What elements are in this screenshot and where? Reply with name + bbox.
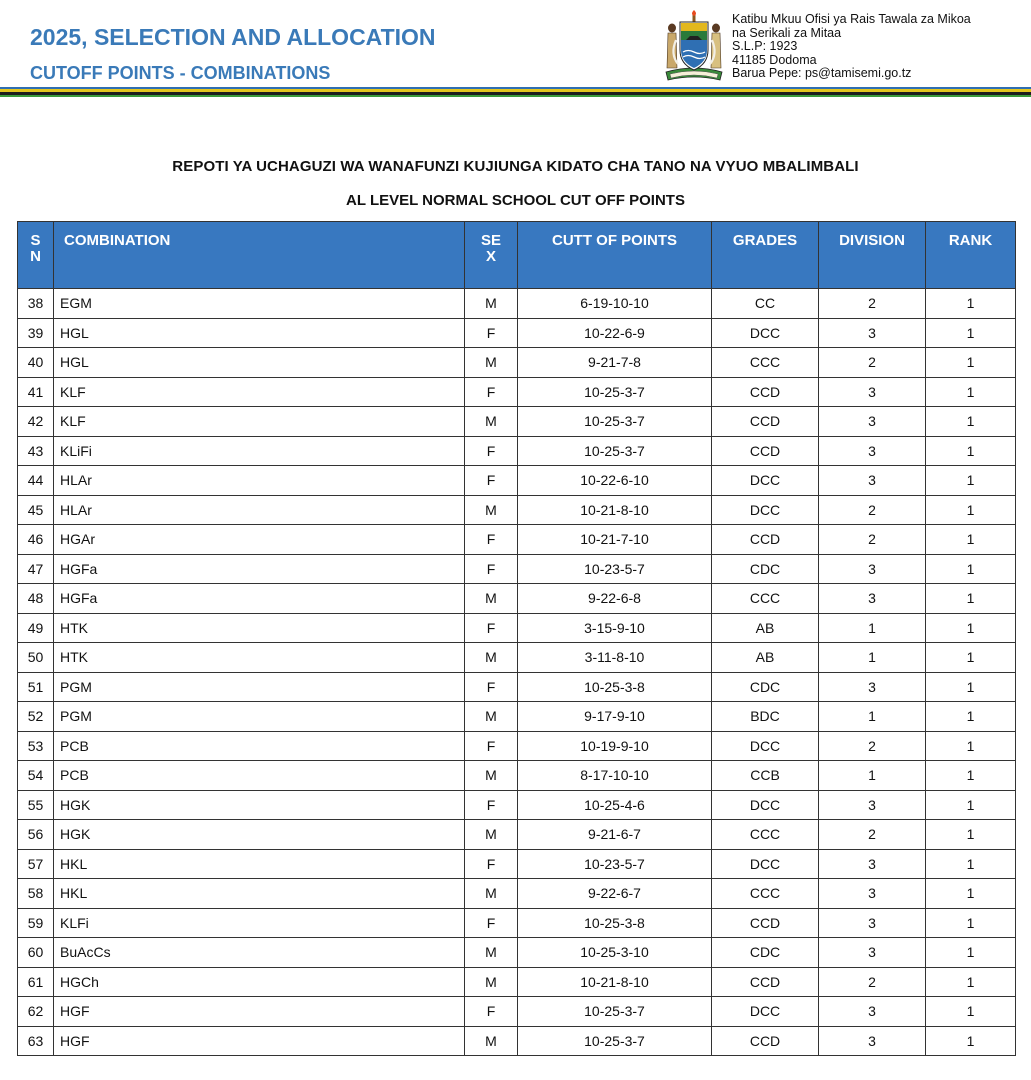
cell-combination: HKL — [54, 849, 465, 879]
cell-grades: CCD — [712, 967, 819, 997]
cell-sex: F — [465, 436, 518, 466]
cell-division: 1 — [819, 613, 926, 643]
table-row — [18, 731, 1016, 761]
cell-sn: 53 — [18, 731, 54, 761]
cell-sex: F — [465, 908, 518, 938]
page-subtitle: CUTOFF POINTS - COMBINATIONS — [30, 63, 331, 83]
cell-rank: 1 — [926, 554, 1016, 584]
cell-division: 3 — [819, 554, 926, 584]
table-row — [18, 554, 1016, 584]
office-email: Barua Pepe: ps@tamisemi.go.tz — [732, 66, 912, 81]
cell-points: 10-21-7-10 — [518, 525, 712, 555]
cell-sex: M — [465, 967, 518, 997]
cell-sn: 55 — [18, 790, 54, 820]
cell-division: 3 — [819, 908, 926, 938]
cell-sex: M — [465, 938, 518, 968]
cell-sn: 54 — [18, 761, 54, 791]
cell-division: 3 — [819, 879, 926, 909]
cell-points: 9-22-6-8 — [518, 584, 712, 614]
cell-points: 9-17-9-10 — [518, 702, 712, 732]
column-header-sex-line2: X — [485, 248, 496, 265]
cell-combination: HGAr — [54, 525, 465, 555]
cell-grades: CCD — [712, 407, 819, 437]
cell-points: 10-21-8-10 — [518, 967, 712, 997]
cell-points: 10-22-6-10 — [518, 466, 712, 496]
cell-rank: 1 — [926, 436, 1016, 466]
column-header-sn-line1: S — [30, 232, 41, 249]
table-row — [18, 643, 1016, 673]
column-header-division: DIVISION — [819, 222, 926, 289]
cell-grades: CDC — [712, 938, 819, 968]
cell-points: 10-25-3-7 — [518, 407, 712, 437]
cell-sex: M — [465, 643, 518, 673]
cell-sn: 62 — [18, 997, 54, 1027]
cell-sn: 49 — [18, 613, 54, 643]
cell-rank: 1 — [926, 348, 1016, 378]
cell-combination: HGFa — [54, 554, 465, 584]
cell-points: 10-25-3-8 — [518, 672, 712, 702]
cell-combination: HGFa — [54, 584, 465, 614]
cell-combination: HGF — [54, 1026, 465, 1056]
table-row — [18, 407, 1016, 437]
cell-division: 3 — [819, 318, 926, 348]
cell-sn: 61 — [18, 967, 54, 997]
cell-rank: 1 — [926, 702, 1016, 732]
cell-grades: CCC — [712, 820, 819, 850]
table-row — [18, 436, 1016, 466]
cell-division: 2 — [819, 289, 926, 319]
cell-combination: PCB — [54, 761, 465, 791]
table-row — [18, 967, 1016, 997]
table-body — [18, 289, 1016, 1056]
cell-points: 10-22-6-9 — [518, 318, 712, 348]
cell-sex: M — [465, 702, 518, 732]
cell-division: 2 — [819, 820, 926, 850]
cell-grades: CCC — [712, 348, 819, 378]
cell-combination: EGM — [54, 289, 465, 319]
cell-sex: M — [465, 820, 518, 850]
cell-combination: HGL — [54, 348, 465, 378]
cell-sex: M — [465, 289, 518, 319]
cell-rank: 1 — [926, 643, 1016, 673]
cell-combination: PGM — [54, 672, 465, 702]
cell-sn: 39 — [18, 318, 54, 348]
cell-division: 3 — [819, 938, 926, 968]
cell-rank: 1 — [926, 466, 1016, 496]
cutoff-table — [17, 221, 1016, 1056]
cell-points: 9-22-6-7 — [518, 879, 712, 909]
cell-combination: HTK — [54, 643, 465, 673]
table-row — [18, 584, 1016, 614]
table-row — [18, 1026, 1016, 1056]
cell-grades: DCC — [712, 849, 819, 879]
cell-rank: 1 — [926, 731, 1016, 761]
cell-sex: M — [465, 584, 518, 614]
cell-division: 1 — [819, 702, 926, 732]
cell-combination: KLF — [54, 407, 465, 437]
cell-rank: 1 — [926, 820, 1016, 850]
cell-division: 2 — [819, 495, 926, 525]
cell-grades: CCD — [712, 525, 819, 555]
table-row — [18, 820, 1016, 850]
cell-combination: KLF — [54, 377, 465, 407]
cell-grades: CDC — [712, 554, 819, 584]
cell-sex: M — [465, 879, 518, 909]
column-header-sex — [465, 222, 518, 289]
report-subtitle: AL LEVEL NORMAL SCHOOL CUT OFF POINTS — [346, 192, 685, 209]
cell-division: 2 — [819, 967, 926, 997]
cell-rank: 1 — [926, 879, 1016, 909]
column-header-grades: GRADES — [712, 222, 819, 289]
cell-combination: KLiFi — [54, 436, 465, 466]
cell-sn: 47 — [18, 554, 54, 584]
table-row — [18, 495, 1016, 525]
cell-division: 3 — [819, 1026, 926, 1056]
table-row — [18, 613, 1016, 643]
cell-points: 10-23-5-7 — [518, 849, 712, 879]
cell-grades: CCC — [712, 584, 819, 614]
column-header-rank: RANK — [926, 222, 1016, 289]
table-row — [18, 348, 1016, 378]
table-row — [18, 466, 1016, 496]
cell-sex: M — [465, 348, 518, 378]
cell-sn: 57 — [18, 849, 54, 879]
cell-grades: CCC — [712, 879, 819, 909]
cell-grades: BDC — [712, 702, 819, 732]
cell-rank: 1 — [926, 289, 1016, 319]
cell-rank: 1 — [926, 967, 1016, 997]
cell-division: 2 — [819, 525, 926, 555]
cell-division: 1 — [819, 761, 926, 791]
cell-sn: 46 — [18, 525, 54, 555]
cell-sn: 40 — [18, 348, 54, 378]
office-name-cont: na Serikali za Mitaa — [732, 25, 842, 40]
table-row — [18, 938, 1016, 968]
cell-division: 3 — [819, 849, 926, 879]
cell-points: 10-25-3-7 — [518, 377, 712, 407]
cell-sn: 63 — [18, 1026, 54, 1056]
cell-rank: 1 — [926, 613, 1016, 643]
cell-rank: 1 — [926, 1026, 1016, 1056]
cell-division: 3 — [819, 377, 926, 407]
column-header-sn-line2: N — [30, 248, 41, 265]
cell-combination: HTK — [54, 613, 465, 643]
cell-division: 3 — [819, 997, 926, 1027]
table-row — [18, 702, 1016, 732]
office-po-box: S.L.P: 1923 — [732, 39, 798, 54]
cell-grades: CCD — [712, 436, 819, 466]
cell-rank: 1 — [926, 377, 1016, 407]
cell-points: 10-25-3-7 — [518, 436, 712, 466]
cell-rank: 1 — [926, 761, 1016, 791]
cell-division: 3 — [819, 436, 926, 466]
cell-sex: F — [465, 997, 518, 1027]
cell-grades: DCC — [712, 997, 819, 1027]
cell-sn: 58 — [18, 879, 54, 909]
cell-sex: F — [465, 318, 518, 348]
cell-combination: HGL — [54, 318, 465, 348]
cell-points: 8-17-10-10 — [518, 761, 712, 791]
cell-rank: 1 — [926, 672, 1016, 702]
table-row — [18, 879, 1016, 909]
cell-points: 10-25-3-7 — [518, 997, 712, 1027]
table-row — [18, 289, 1016, 319]
cell-rank: 1 — [926, 997, 1016, 1027]
cell-combination: PGM — [54, 702, 465, 732]
table-row — [18, 997, 1016, 1027]
cell-sex: F — [465, 731, 518, 761]
cell-division: 2 — [819, 731, 926, 761]
page-title: 2025, SELECTION AND ALLOCATION — [30, 24, 436, 50]
table-row — [18, 849, 1016, 879]
cell-sn: 52 — [18, 702, 54, 732]
cell-grades: CCD — [712, 377, 819, 407]
column-header-combination: COMBINATION — [54, 222, 465, 289]
cell-rank: 1 — [926, 318, 1016, 348]
cell-combination: BuAcCs — [54, 938, 465, 968]
cell-points: 10-25-3-8 — [518, 908, 712, 938]
header-stripe-green — [0, 95, 1031, 97]
cell-grades: DCC — [712, 495, 819, 525]
cell-points: 10-19-9-10 — [518, 731, 712, 761]
cell-combination: HGF — [54, 997, 465, 1027]
cell-points: 9-21-7-8 — [518, 348, 712, 378]
cell-rank: 1 — [926, 849, 1016, 879]
report-title: REPOTI YA UCHAGUZI WA WANAFUNZI KUJIUNGA KIDATO CHA TANO NA VYUO MBALIMBALI — [172, 158, 859, 175]
office-name: Katibu Mkuu Ofisi ya Rais Tawala za Mikoa — [732, 12, 971, 26]
table-row — [18, 908, 1016, 938]
table-row — [18, 377, 1016, 407]
cell-division: 2 — [819, 348, 926, 378]
cell-sn: 45 — [18, 495, 54, 525]
cell-combination: HGK — [54, 820, 465, 850]
cell-sn: 56 — [18, 820, 54, 850]
cell-division: 1 — [819, 643, 926, 673]
cell-points: 10-25-4-6 — [518, 790, 712, 820]
cell-combination: HGK — [54, 790, 465, 820]
column-header-sn — [18, 222, 54, 289]
cell-combination: HLAr — [54, 466, 465, 496]
cell-points: 10-25-3-10 — [518, 938, 712, 968]
cell-sex: F — [465, 377, 518, 407]
cell-sex: M — [465, 1026, 518, 1056]
cell-sex: F — [465, 849, 518, 879]
cell-grades: AB — [712, 643, 819, 673]
cell-sex: F — [465, 790, 518, 820]
cell-points: 10-25-3-7 — [518, 1026, 712, 1056]
table-header-row — [18, 222, 1016, 289]
cell-points: 3-15-9-10 — [518, 613, 712, 643]
cell-division: 3 — [819, 672, 926, 702]
cell-points: 6-19-10-10 — [518, 289, 712, 319]
cell-grades: CC — [712, 289, 819, 319]
table-row — [18, 318, 1016, 348]
cell-sn: 60 — [18, 938, 54, 968]
cell-sex: F — [465, 672, 518, 702]
cell-sn: 41 — [18, 377, 54, 407]
cell-combination: HGCh — [54, 967, 465, 997]
cell-sn: 51 — [18, 672, 54, 702]
cell-rank: 1 — [926, 938, 1016, 968]
cell-sex: M — [465, 761, 518, 791]
table-row — [18, 525, 1016, 555]
table-row — [18, 761, 1016, 791]
cell-points: 10-21-8-10 — [518, 495, 712, 525]
coat-of-arms-icon — [660, 10, 728, 84]
cell-rank: 1 — [926, 407, 1016, 437]
cell-sex: M — [465, 495, 518, 525]
cell-rank: 1 — [926, 790, 1016, 820]
cell-grades: CDC — [712, 672, 819, 702]
cell-division: 3 — [819, 790, 926, 820]
cell-division: 3 — [819, 407, 926, 437]
column-header-points: CUTT OF POINTS — [518, 222, 712, 289]
cell-combination: HLAr — [54, 495, 465, 525]
cell-sn: 50 — [18, 643, 54, 673]
cell-division: 3 — [819, 466, 926, 496]
cell-grades: DCC — [712, 790, 819, 820]
table-row — [18, 790, 1016, 820]
cell-grades: DCC — [712, 466, 819, 496]
cell-division: 3 — [819, 584, 926, 614]
cell-grades: CCB — [712, 761, 819, 791]
cell-points: 10-23-5-7 — [518, 554, 712, 584]
cell-grades: AB — [712, 613, 819, 643]
cell-rank: 1 — [926, 495, 1016, 525]
cell-points: 3-11-8-10 — [518, 643, 712, 673]
cell-sex: F — [465, 613, 518, 643]
cell-combination: HKL — [54, 879, 465, 909]
cell-sex: M — [465, 407, 518, 437]
cell-rank: 1 — [926, 584, 1016, 614]
cell-sn: 42 — [18, 407, 54, 437]
cell-rank: 1 — [926, 908, 1016, 938]
office-city: 41185 Dodoma — [732, 52, 817, 67]
cell-sn: 44 — [18, 466, 54, 496]
cell-combination: KLFi — [54, 908, 465, 938]
cell-sn: 38 — [18, 289, 54, 319]
cell-sex: F — [465, 466, 518, 496]
cell-sn: 48 — [18, 584, 54, 614]
cell-sn: 59 — [18, 908, 54, 938]
cell-grades: CCD — [712, 1026, 819, 1056]
cell-sex: F — [465, 554, 518, 584]
cell-grades: DCC — [712, 318, 819, 348]
cell-rank: 1 — [926, 525, 1016, 555]
cell-grades: DCC — [712, 731, 819, 761]
cell-combination: PCB — [54, 731, 465, 761]
cell-sex: F — [465, 525, 518, 555]
office-address — [732, 13, 971, 81]
table-row — [18, 672, 1016, 702]
cell-sn: 43 — [18, 436, 54, 466]
cell-points: 9-21-6-7 — [518, 820, 712, 850]
cell-grades: CCD — [712, 908, 819, 938]
column-header-sex-line1: SE — [480, 232, 501, 249]
